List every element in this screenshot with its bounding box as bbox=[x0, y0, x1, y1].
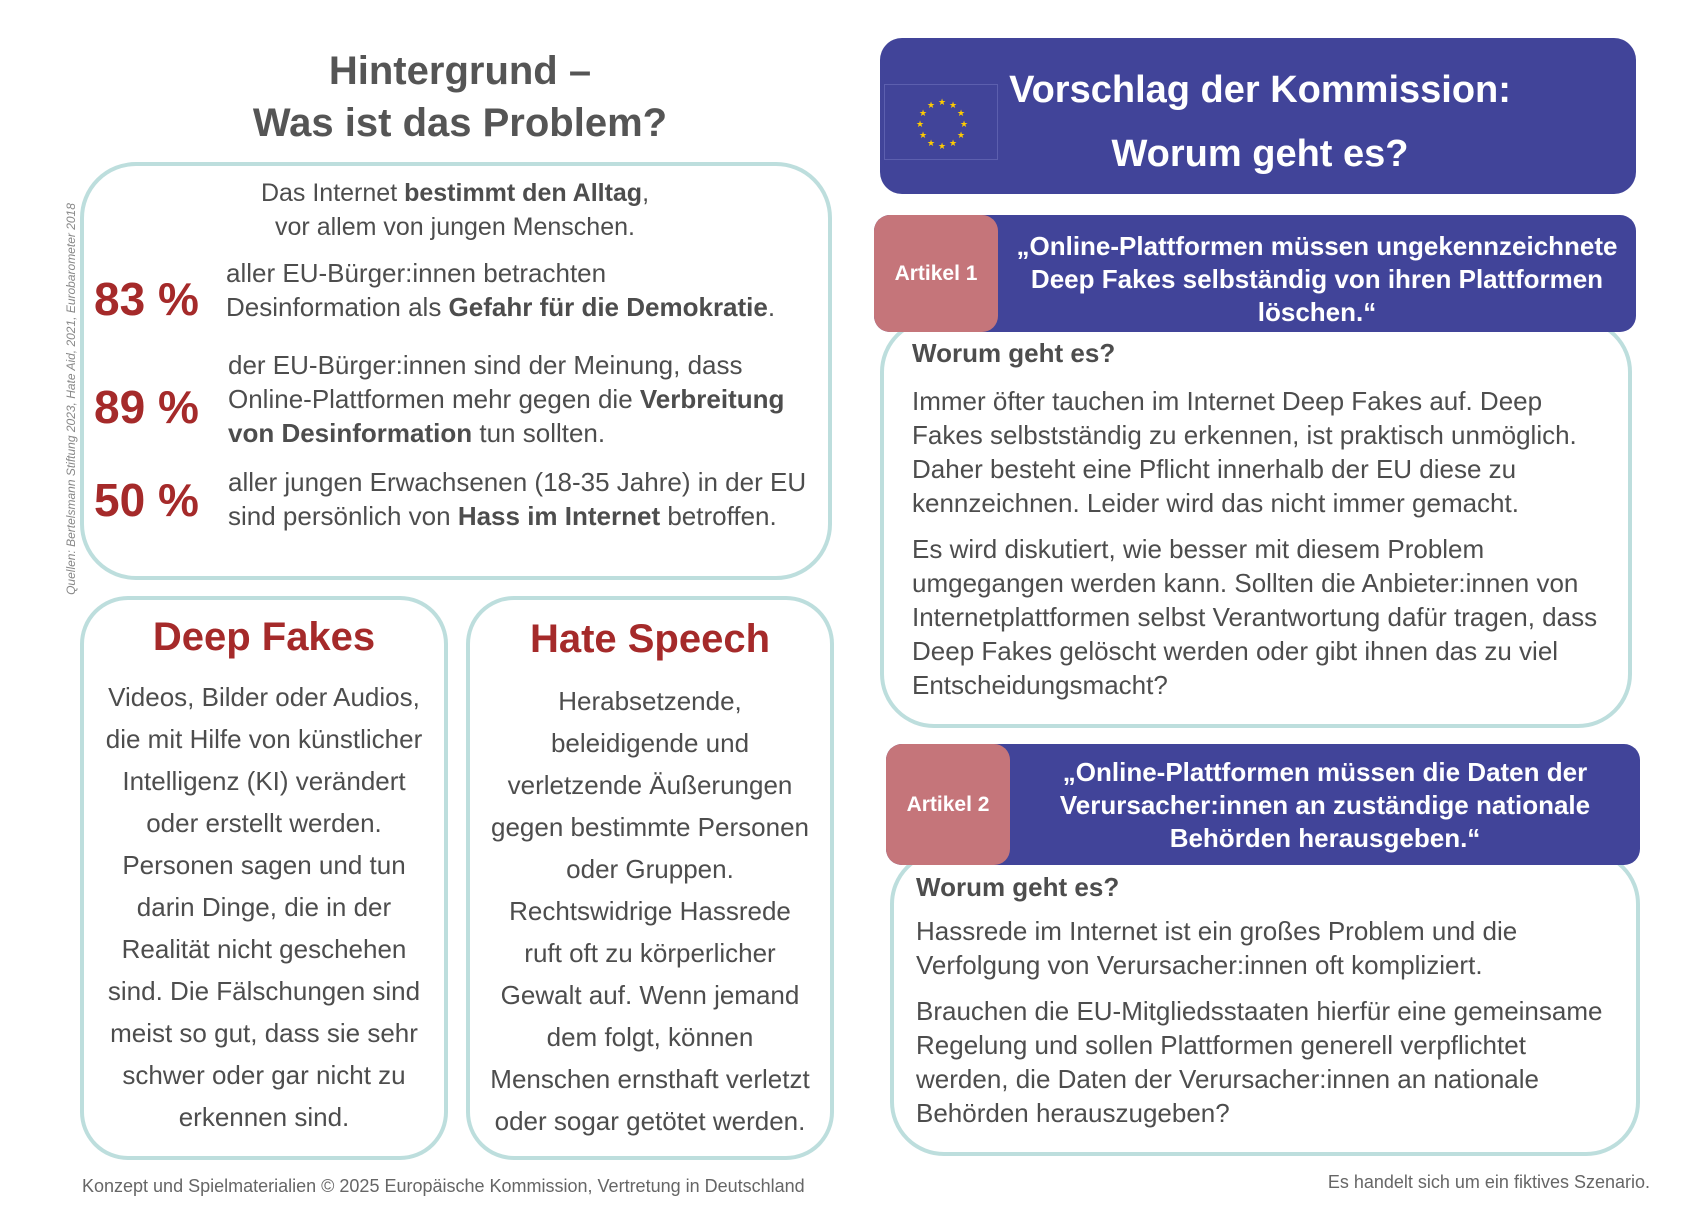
svg-text:★: ★ bbox=[948, 139, 958, 149]
stat-percent: 83 % bbox=[94, 273, 199, 325]
article1-para2: Es wird diskutiert, wie besser mit diesem Problem umgegangen werden kann. Sollten die Anbieter:innen von Internetplattformen selbst Verantwortung dafür tragen, dass Deep Fakes gelöscht werden oder gibt ihnen das zu viel Entscheidungsmacht? bbox=[912, 534, 1598, 700]
footer-copyright: Konzept und Spielmaterialien © 2025 Europäische Kommission, Vertretung in Deutschland bbox=[82, 1176, 805, 1196]
hatespeech-line: verletzende Äußerungen bbox=[507, 770, 793, 800]
article1-quote bbox=[998, 230, 1636, 329]
stat-pre: Online-Plattformen mehr gegen die bbox=[228, 384, 640, 414]
article2-tag: Artikel 2 bbox=[886, 744, 1010, 865]
intro-pre: Das Internet bbox=[260, 179, 405, 207]
deepfakes-line: die mit Hilfe von künstlicher bbox=[105, 724, 423, 754]
article1-tag: Artikel 1 bbox=[874, 215, 998, 332]
intro-bold: bestimmt den Alltag bbox=[404, 179, 643, 207]
article1-heading: Worum geht es? bbox=[912, 338, 1116, 368]
article2-quote-line: Behörden herausgeben.“ bbox=[1169, 823, 1481, 853]
hatespeech-title: Hate Speech bbox=[529, 617, 771, 661]
left-title-line2: Was ist das Problem? bbox=[252, 101, 668, 145]
stat-bold: Verbreitung bbox=[639, 384, 785, 414]
hatespeech-line: gegen bestimmte Personen bbox=[491, 812, 809, 842]
article2-para2: Brauchen die EU-Mitgliedsstaaten hierfür eine gemeinsame Regelung und sollen Plattformen generell verpflichtet werden, die Daten der Verursacher:innen an nationale Behörden herauszugeben? bbox=[916, 996, 1603, 1128]
deepfakes-line: darin Dinge, die in der bbox=[136, 892, 392, 922]
stat-text bbox=[228, 465, 828, 533]
stat-post: tun sollten. bbox=[472, 418, 606, 448]
svg-text:★: ★ bbox=[918, 109, 928, 119]
deepfakes-line: oder erstellt werden. bbox=[146, 808, 382, 838]
hatespeech-line: Gewalt auf. Wenn jemand bbox=[500, 980, 800, 1010]
svg-text:★: ★ bbox=[918, 131, 928, 141]
stat-text bbox=[228, 348, 828, 450]
svg-text:★: ★ bbox=[948, 101, 958, 111]
article1-quote-line: „Online-Plattformen müssen ungekennzeichnete bbox=[1016, 231, 1618, 261]
intro-text bbox=[120, 176, 790, 244]
source-note: Quellen: Bertelsmann Stiftung 2023, Hate Aid, 2021, Eurobarometer 2018 bbox=[64, 203, 78, 595]
article2-para1: Hassrede im Internet ist ein großes Problem und die Verfolgung von Verursacher:innen oft kompliziert. bbox=[916, 916, 1518, 980]
hatespeech-line: oder sogar getötet werden. bbox=[494, 1106, 806, 1136]
stat-text bbox=[226, 256, 826, 324]
article2-quote bbox=[1010, 756, 1640, 855]
deepfakes-line: Realität nicht geschehen bbox=[121, 934, 407, 964]
hatespeech-line: beleidigende und bbox=[550, 728, 750, 758]
stat-line: aller EU-Bürger:innen betrachten bbox=[226, 258, 607, 288]
hatespeech-line: Rechtswidrige Hassrede bbox=[509, 896, 791, 926]
deepfakes-line: meist so gut, dass sie sehr bbox=[110, 1018, 418, 1048]
svg-text:★: ★ bbox=[926, 139, 936, 149]
svg-text:★: ★ bbox=[937, 142, 947, 152]
commission-title bbox=[990, 58, 1530, 186]
article1-para1: Immer öfter tauchen im Internet Deep Fakes auf. Deep Fakes selbstständig zu erkennen, ist praktisch unmöglich. Daher besteht eine Pflicht innerhalb der EU diese zu kennzeichnen. Leider wird das nicht immer gemacht. bbox=[912, 386, 1577, 518]
eu-flag-icon bbox=[884, 84, 998, 160]
hatespeech-line: Menschen ernsthaft verletzt bbox=[490, 1064, 810, 1094]
hatespeech-line: ruft oft zu körperlicher bbox=[524, 938, 776, 968]
deepfakes-line: Videos, Bilder oder Audios, bbox=[108, 682, 420, 712]
commission-title-line2: Worum geht es? bbox=[1111, 133, 1409, 175]
stat-bold2: von Desinformation bbox=[228, 418, 473, 448]
svg-text:★: ★ bbox=[937, 98, 947, 108]
hatespeech-line: dem folgt, können bbox=[546, 1022, 754, 1052]
intro-line2: vor allem von jungen Menschen. bbox=[275, 213, 635, 241]
svg-text:★: ★ bbox=[956, 131, 966, 141]
stat-line: aller jungen Erwachsenen (18-35 Jahre) in der EU bbox=[228, 467, 807, 497]
stat-post: . bbox=[767, 292, 776, 322]
deepfakes-title: Deep Fakes bbox=[152, 615, 376, 659]
svg-text:★: ★ bbox=[926, 101, 936, 111]
hatespeech-text bbox=[472, 680, 828, 1142]
footer-disclaimer: Es handelt sich um ein fiktives Szenario. bbox=[1327, 1172, 1650, 1192]
left-title-line1: Hintergrund – bbox=[328, 49, 592, 93]
article1-quote-line: löschen.“ bbox=[1257, 297, 1377, 327]
deepfakes-line: schwer oder gar nicht zu bbox=[122, 1060, 406, 1090]
stat-bold: Gefahr für die Demokratie bbox=[448, 292, 768, 322]
svg-text:★: ★ bbox=[956, 109, 966, 119]
intro-post: , bbox=[642, 179, 650, 207]
svg-text:★: ★ bbox=[915, 120, 925, 130]
article2-quote-line: „Online-Plattformen müssen die Daten der bbox=[1062, 757, 1588, 787]
deepfakes-line: Personen sagen und tun bbox=[122, 850, 406, 880]
article1-quote-line: Deep Fakes selbständig von ihren Plattformen bbox=[1030, 264, 1604, 294]
stat-pre: Desinformation als bbox=[226, 292, 449, 322]
stat-percent: 50 % bbox=[94, 474, 199, 526]
hatespeech-line: oder Gruppen. bbox=[566, 854, 734, 884]
eu-flag-stars bbox=[885, 85, 999, 161]
deepfakes-text bbox=[86, 676, 442, 1138]
commission-title-line1: Vorschlag der Kommission: bbox=[1009, 69, 1511, 111]
stat-post: betroffen. bbox=[660, 501, 777, 531]
svg-text:★: ★ bbox=[959, 120, 969, 130]
article2-heading: Worum geht es? bbox=[916, 872, 1120, 902]
deepfakes-line: Intelligenz (KI) verändert bbox=[122, 766, 406, 796]
stat-pre: sind persönlich von bbox=[228, 501, 458, 531]
article2-body bbox=[916, 914, 1616, 1142]
deepfakes-line: erkennen sind. bbox=[178, 1102, 350, 1132]
hatespeech-line: Herabsetzende, bbox=[558, 686, 742, 716]
deepfakes-line: sind. Die Fälschungen sind bbox=[107, 976, 421, 1006]
article1-body bbox=[912, 384, 1602, 714]
stat-bold: Hass im Internet bbox=[457, 501, 661, 531]
left-title bbox=[170, 45, 750, 149]
stat-percent: 89 % bbox=[94, 381, 199, 433]
stat-line: der EU-Bürger:innen sind der Meinung, dass bbox=[228, 350, 743, 380]
article2-quote-line: Verursacher:innen an zuständige nationale bbox=[1059, 790, 1591, 820]
